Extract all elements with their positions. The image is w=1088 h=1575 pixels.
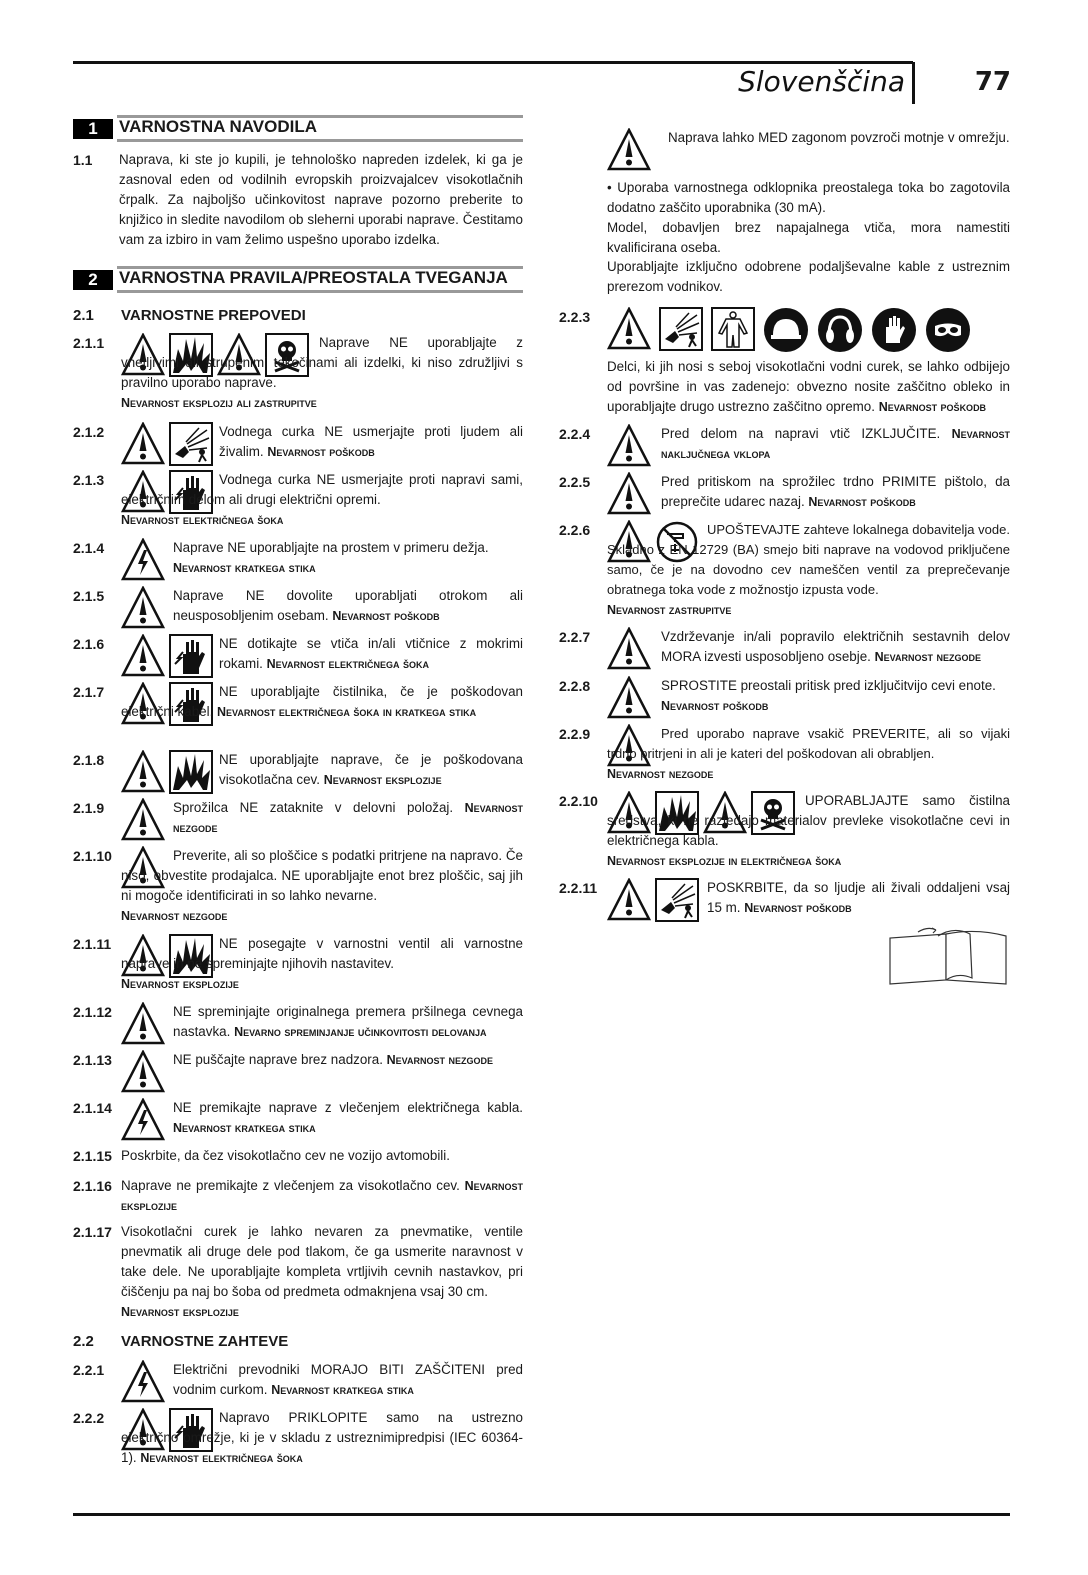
warning-triangle-icon bbox=[121, 1050, 165, 1094]
item-text: NE uporabljajte čistilnika, če je poškodovan električni kabel. bbox=[121, 684, 523, 719]
item-number: 2.1.12 bbox=[73, 1004, 112, 1020]
item-number: 2.2.6 bbox=[559, 522, 591, 538]
warning-text: Nevarnost nezgode bbox=[607, 767, 714, 781]
item-number: 2.2.9 bbox=[559, 726, 591, 742]
item-text: Sprožilca NE zataknite v delovni položaj. bbox=[173, 800, 454, 815]
rcd-note: • Uporaba varnostnega odklopnika preostalega toka bo zagotovila dodatno zaščito uporabnika (30 mA). bbox=[607, 180, 1010, 215]
warning-triangle-icon bbox=[121, 586, 165, 630]
warning-text-lead: Nevarnost bbox=[951, 427, 1010, 441]
warning-text: Nevarnost zastrupitve bbox=[607, 603, 732, 617]
ear-protection-icon bbox=[817, 307, 863, 353]
gloves-icon bbox=[871, 307, 917, 353]
warning-text: Nevarnost električnega šoka bbox=[121, 513, 284, 527]
item-text: POSKRBITE, da so ljudje ali živali oddaljeni vsaj 15 m. bbox=[707, 880, 1010, 915]
item-number: 2.1.5 bbox=[73, 588, 105, 604]
item-2-1-1 bbox=[73, 333, 523, 413]
item-number: 2.1.6 bbox=[73, 636, 105, 652]
item-text: Naprava, ki ste jo kupili, je tehnološko napreden izdelek, ki ga je zasnoval eden od vodilnih evropskih proizvajalcev visokotlačnih črpalk. Za najboljšo učinkovitost naprave pozorno preberite to knjižico in sledite navodilom ob sleherni uporabi naprave. Čestitamo vam za izbiro in vam želimo uspešno uporabo izdelka. bbox=[119, 152, 523, 247]
section-title: VARNOSTNA PRAVILA/PREOSTALA TVEGANJA bbox=[119, 268, 508, 287]
item-text: NE dotikajte se vtiča in/ali vtičnice z mokrimi rokami. bbox=[219, 636, 523, 671]
section-1-heading bbox=[73, 115, 523, 141]
warning-text: naključnega vklopa bbox=[661, 447, 771, 461]
warning-text: Nevarnost poškodb bbox=[661, 699, 769, 713]
warning-text: Nevarnost eksplozije bbox=[121, 1179, 523, 1213]
lightning-icon bbox=[121, 538, 165, 582]
warning-text: Nevarnost poškodb bbox=[267, 445, 375, 459]
item-number: 2.1.10 bbox=[73, 848, 112, 864]
item-text: NE puščajte naprave brez nadzora. bbox=[173, 1052, 383, 1067]
page-number: 77 bbox=[974, 67, 1011, 97]
item-number: 2.1.9 bbox=[73, 800, 105, 816]
item-number: 2.1.14 bbox=[73, 1100, 112, 1116]
item-text: Električni prevodniki MORAJO BITI ZAŠČITENI pred vodnim curkom. bbox=[173, 1362, 523, 1397]
item-text: Naprave NE uporabljajte na prostem v primeru dežja. bbox=[173, 540, 489, 555]
item-number: 1.1 bbox=[73, 152, 93, 168]
item-text: Preverite, ali so ploščice s podatki pritrjene na napravo. Če niso, obvestite prodajalca. NE uporabljajte enot brez ploščic, saj jih ni mogoče identificirati in so lahko nevarne. bbox=[121, 848, 523, 903]
item-text: Vodnega curka NE usmerjajte proti napravi sami, električnim delom ali drugi električni opremi. bbox=[121, 472, 523, 507]
electric-hand-icon bbox=[169, 634, 213, 678]
explosion-icon bbox=[169, 750, 213, 794]
warning-triangle-icon bbox=[121, 798, 165, 842]
warning-text: Nevarnost eksplozije in električnega šoka bbox=[607, 854, 842, 868]
item-text: NE premikajte naprave z vlečenjem električnega kabla. bbox=[173, 1100, 523, 1115]
warning-text: Nevarnost poškodb bbox=[332, 609, 440, 623]
lightning-icon bbox=[121, 1098, 165, 1142]
warning-text: Nevarnost nezgode bbox=[386, 1053, 493, 1067]
lightning-icon bbox=[121, 1360, 165, 1404]
subsection-number: 2.2 bbox=[73, 1333, 94, 1350]
subsection-number: 2.1 bbox=[73, 307, 94, 324]
open-book-icon bbox=[888, 924, 1010, 986]
subsection-title: VARNOSTNE PREPOVEDI bbox=[121, 307, 306, 324]
warning-triangle-icon bbox=[607, 627, 651, 671]
item-number: 2.1.7 bbox=[73, 684, 105, 700]
item-text: Vzdrževanje in/ali popravilo električnih sestavnih delov MORA izvesti usposobljeno osebje. bbox=[661, 629, 1010, 664]
item-number: 2.1.13 bbox=[73, 1052, 112, 1068]
item-text: Naprave ne premikajte z vlečenjem za visokotlačno cev. bbox=[121, 1178, 460, 1193]
spray-person-icon bbox=[659, 307, 703, 351]
section-number: 1 bbox=[73, 119, 113, 139]
warning-text: Nevarnost poškodb bbox=[808, 495, 916, 509]
model-note: Model, dobavljen brez napajalnega vtiča, mora namestiti kvalificirana oseba. bbox=[607, 220, 1010, 255]
warning-triangle-icon bbox=[607, 878, 651, 922]
section-number: 2 bbox=[73, 270, 113, 290]
item-text: NE uporabljajte naprave, če je poškodovana visokotlačna cev. bbox=[219, 752, 523, 787]
goggles-icon bbox=[925, 307, 971, 353]
protective-suit-icon bbox=[711, 307, 755, 351]
item-text: Vodnega curka NE usmerjajte proti ljudem ali živalim. bbox=[219, 424, 523, 459]
warning-triangle-icon bbox=[121, 750, 165, 794]
item-number: 2.1.8 bbox=[73, 752, 105, 768]
item-number: 2.2.11 bbox=[559, 880, 598, 896]
item-number: 2.2.2 bbox=[73, 1410, 105, 1426]
warning-triangle-icon bbox=[607, 676, 651, 720]
header-separator bbox=[912, 62, 915, 104]
warning-text: Nevarnost nezgode bbox=[121, 909, 228, 923]
warning-text: Nevarnost nezgode bbox=[874, 650, 981, 664]
warning-text: Nevarnost poškodb bbox=[744, 901, 852, 915]
item-number: 2.1.4 bbox=[73, 540, 105, 556]
section-title: VARNOSTNA NAVODILA bbox=[119, 117, 318, 136]
item-text: UPOŠTEVAJTE zahteve lokalnega dobavitelja vode. Skladno z EN 12729 (BA) smejo biti naprave na vodovod priključene samo, če je na dovodno cev nameščen ventil za preprečevanje obratnega toka vode z možnostjo izpusta vode. bbox=[607, 522, 1010, 597]
item-number: 2.1.2 bbox=[73, 424, 105, 440]
subsection-title: VARNOSTNE ZAHTEVE bbox=[121, 1333, 289, 1350]
section-rule bbox=[117, 290, 523, 293]
warning-text: Nevarno spreminjanje učinkovitosti delovanja bbox=[234, 1025, 487, 1039]
warning-text: Nevarnost eksplozij ali zastrupitve bbox=[121, 396, 317, 410]
warning-triangle-icon bbox=[121, 634, 165, 678]
item-text: Visokotlačni curek je lahko nevaren za pnevmatike, ventile pnevmatik ali druge dele pod tlakom, če ga usmerite naravnost v take dele. Ne uporabljajte kompleta vrtljivih cevnih nastavkov, pri čiščenju pa naj bo šoba od predmeta odmaknjena vsaj 30 cm. bbox=[121, 1224, 523, 1299]
item-text: Pred pritiskom na sprožilec trdno PRIMITE pištolo, da preprečite udarec nazaj. bbox=[661, 474, 1010, 509]
helmet-icon bbox=[763, 307, 809, 353]
warning-text: Nevarnost kratkega stika bbox=[173, 1121, 316, 1135]
item-number: 2.2.7 bbox=[559, 629, 591, 645]
warning-triangle-icon bbox=[121, 422, 165, 466]
item-number: 2.2.3 bbox=[559, 309, 591, 325]
item-text: Pred delom na napravi vtič IZKLJUČITE. bbox=[661, 426, 941, 441]
item-text: Naprave NE dovolite uporabljati otrokom ali neusposobljenim osebam. bbox=[173, 588, 523, 623]
item-number: 2.1.11 bbox=[73, 936, 112, 952]
warning-triangle-icon bbox=[607, 128, 651, 172]
item-text: UPORABLJAJTE samo čistilna sredstva, ki ne razjedajo materialov prevleke visokotlačne cevi in električnega kabla. bbox=[607, 793, 1010, 848]
item-number: 2.2.4 bbox=[559, 426, 591, 442]
warning-text: Nevarnost električnega šoka bbox=[266, 657, 429, 671]
warning-triangle-icon bbox=[121, 1002, 165, 1046]
warning-text: Nevarnost kratkega stika bbox=[271, 1383, 414, 1397]
item-text: Napravo PRIKLOPITE samo na ustrezno električno omrežje, ki je v skladu z ustreznimipredpisi (IEC 60364-1). bbox=[121, 1410, 523, 1465]
item-number: 2.1.17 bbox=[73, 1224, 112, 1240]
item-text: SPROSTITE preostali pritisk pred izključitvijo cevi enote. bbox=[661, 678, 996, 693]
warning-text: Nevarnost eksplozije bbox=[121, 977, 239, 991]
warning-text: Nevarnost poškodb bbox=[878, 400, 987, 414]
item-text: Naprava lahko MED zagonom povzroči motnje v omrežju. bbox=[668, 130, 1010, 145]
warning-text: Nevarnost nezgode bbox=[173, 801, 523, 835]
item-text: NE posegajte v varnostni ventil ali varnostne naprave in ne spreminjajte njihovih nastavitev. bbox=[121, 936, 523, 971]
footer-rule bbox=[73, 1513, 1010, 1516]
warning-triangle-icon bbox=[607, 424, 651, 468]
warning-text: Nevarnost eksplozije bbox=[121, 1305, 239, 1319]
section-2-heading bbox=[73, 266, 523, 292]
spray-person-icon bbox=[655, 878, 699, 922]
item-number: 2.2.1 bbox=[73, 1362, 105, 1378]
item-number: 2.1.15 bbox=[73, 1148, 112, 1164]
item-number: 2.1.3 bbox=[73, 472, 105, 488]
language-title: Slovenščina bbox=[738, 65, 905, 98]
item-number: 2.2.5 bbox=[559, 474, 591, 490]
item-number: 2.1.16 bbox=[73, 1178, 112, 1194]
item-text: Naprave NE uporabljajte z vnetljivimi ali strupenimi tekočinami ali izdelki, ki niso združljivi s pravilno uporabo naprave. bbox=[121, 335, 523, 390]
warning-text: Nevarnost kratkega stika bbox=[173, 561, 316, 575]
item-text: Poskrbite, da čez visokotlačno cev ne vozijo avtomobili. bbox=[121, 1148, 450, 1163]
spray-person-icon bbox=[169, 422, 213, 466]
section-rule bbox=[117, 139, 523, 142]
warning-text: Nevarnost električnega šoka in kratkega stika bbox=[217, 705, 477, 719]
warning-triangle-icon bbox=[607, 472, 651, 516]
item-number: 2.2.8 bbox=[559, 678, 591, 694]
extension-note: Uporabljajte izključno odobrene podaljševalne kable z ustreznim prerezom vodnikov. bbox=[607, 259, 1010, 294]
item-text: NE spreminjajte originalnega premera pršilnega cevnega nastavka. bbox=[173, 1004, 523, 1039]
item-number: 2.1.1 bbox=[73, 335, 105, 351]
item-text: Delci, ki jih nosi s seboj visokotlačni vodni curek, se lahko odbijejo od površine in vas zadenejo: obvezno nosite zaščitno obleko in uporabljajte drugo ustrezno zaščitno opremo. bbox=[607, 359, 1010, 414]
item-text: Pred uporabo naprave vsakič PREVERITE, ali so vijaki trdno pritrjeni in ali je kateri del poškodovan ali obrabljen. bbox=[607, 726, 1010, 761]
warning-text: Nevarnost eksplozije bbox=[323, 773, 442, 787]
item-number: 2.2.10 bbox=[559, 793, 598, 809]
warning-text: Nevarnost električnega šoka bbox=[140, 1451, 303, 1465]
warning-triangle-icon bbox=[607, 307, 651, 351]
